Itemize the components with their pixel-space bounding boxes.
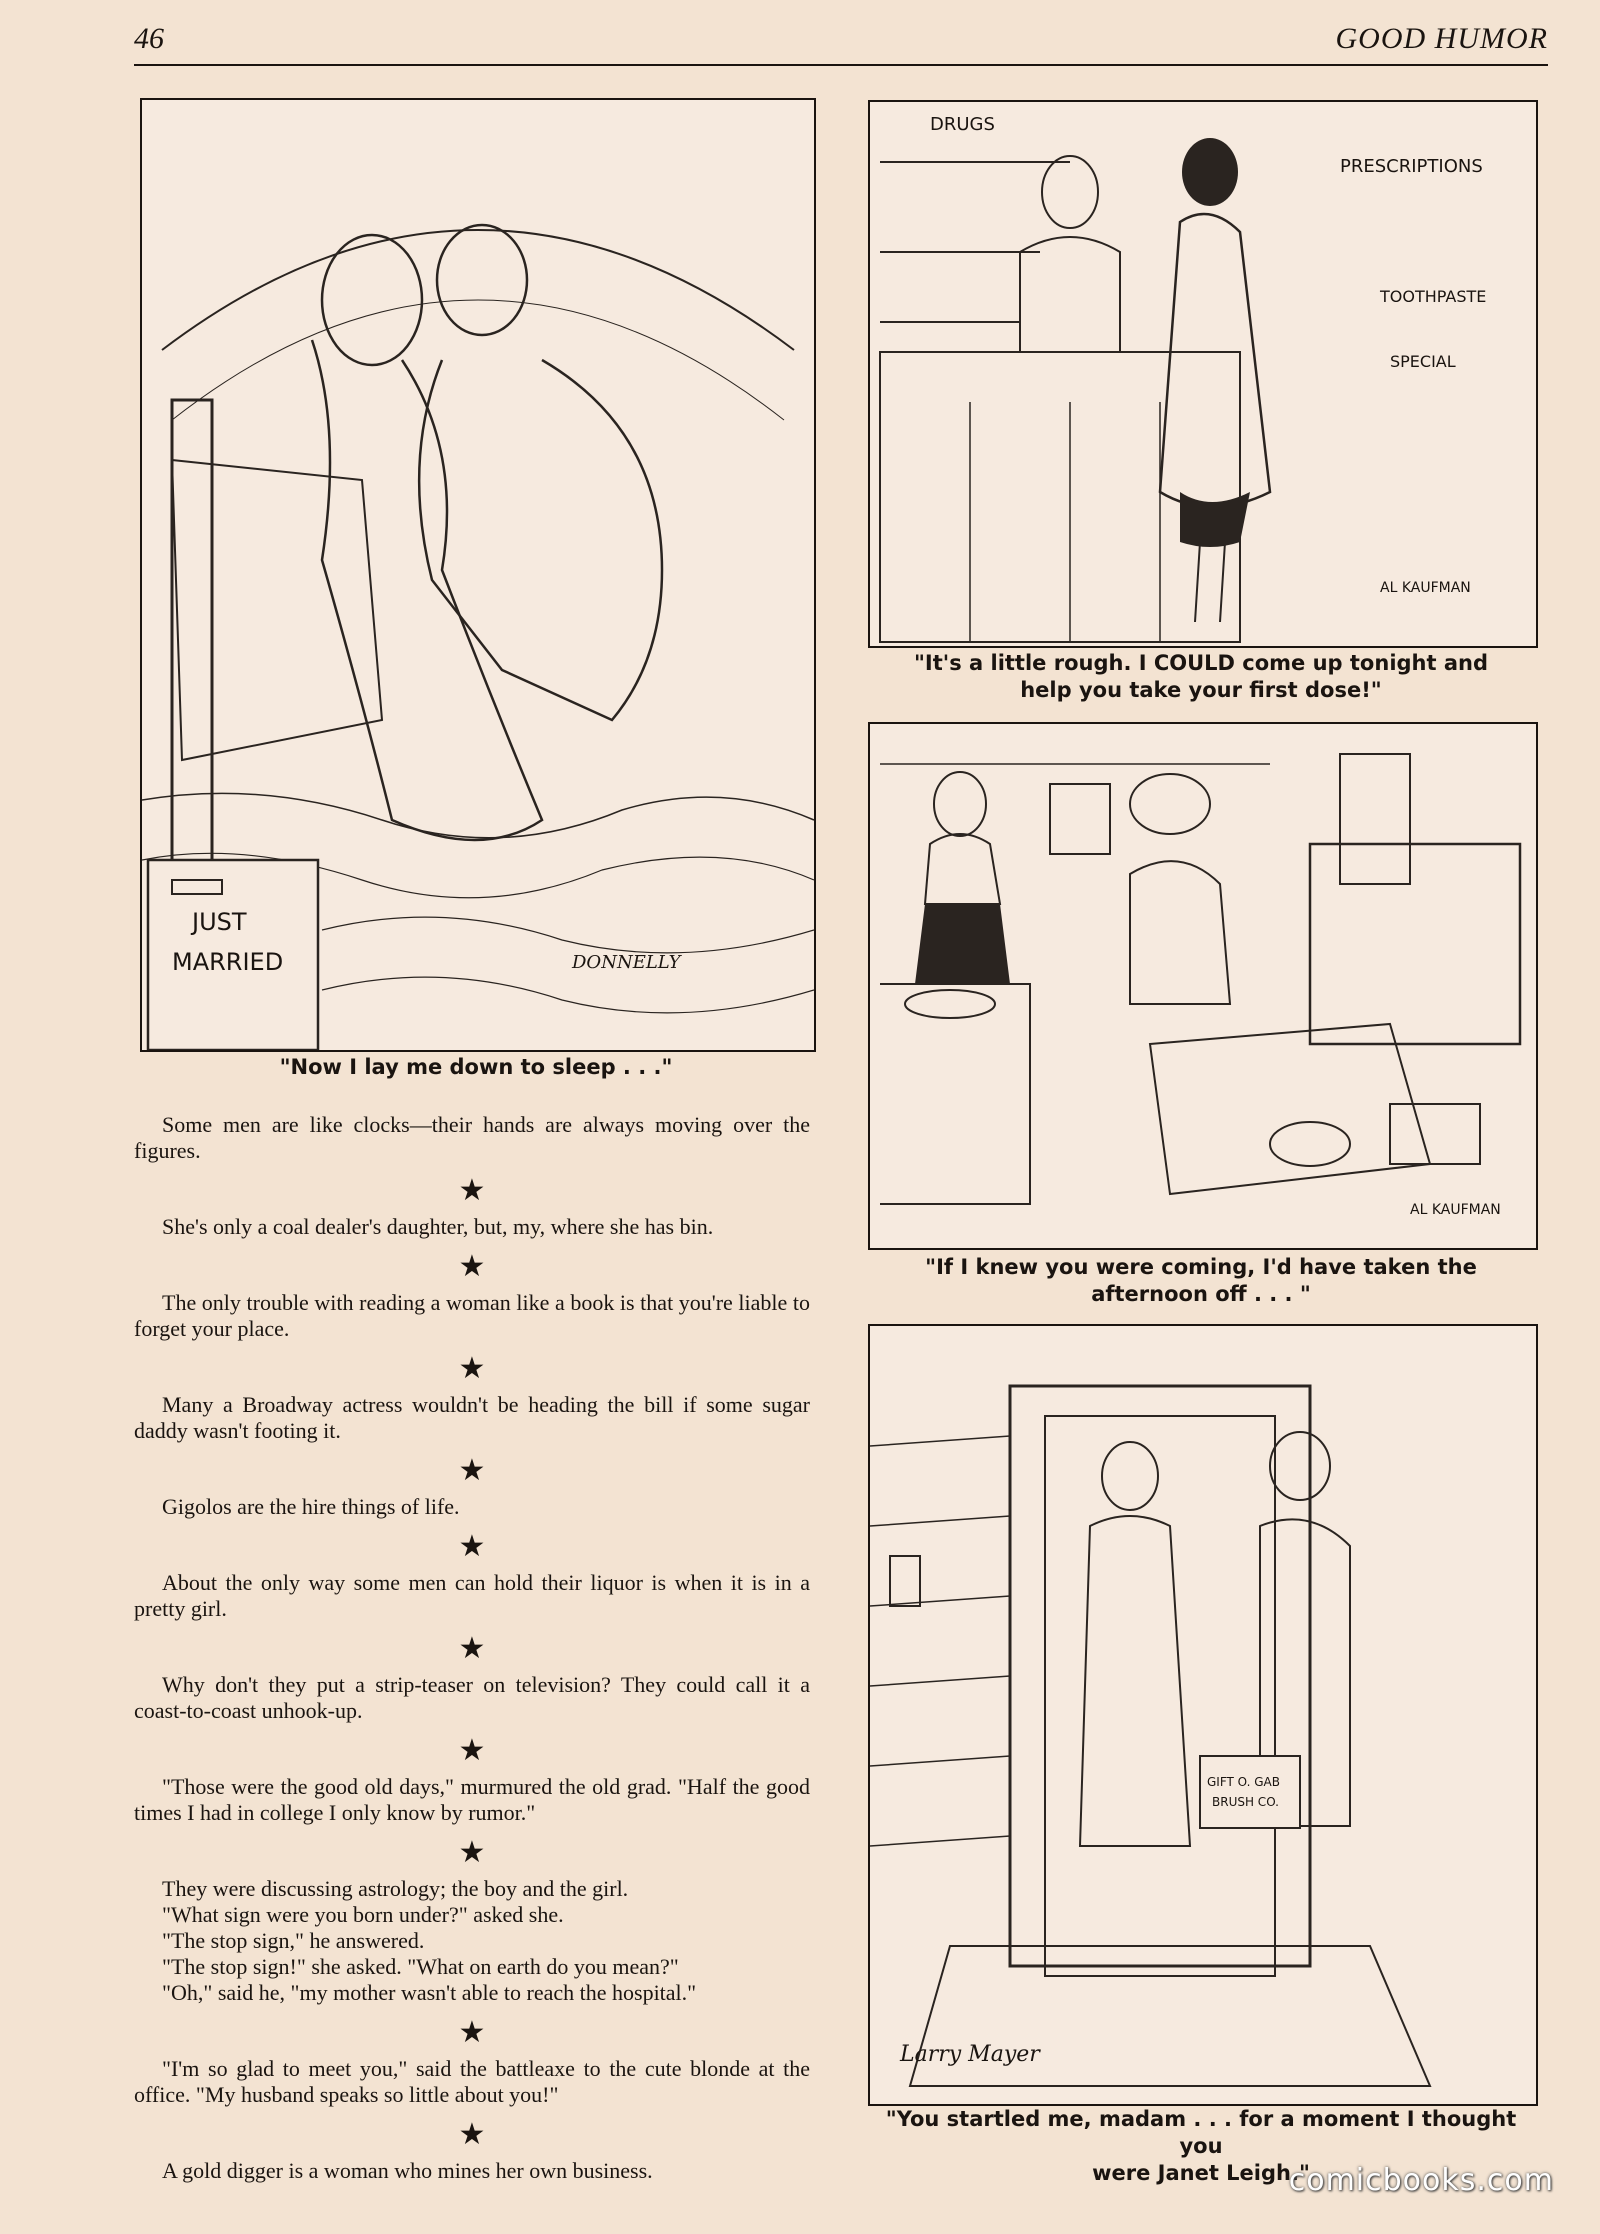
cartoon-panel-bedroom — [140, 98, 816, 1052]
astrology-joke — [134, 1876, 810, 2006]
bedroom-illustration — [142, 100, 814, 1050]
sign-prescriptions: PRESCRIPTIONS — [1340, 156, 1483, 177]
astrology-line: "What sign were you born under?" asked she. — [162, 1902, 564, 1927]
joke-text: About the only way some men can hold their liquor is when it is in a pretty girl. — [134, 1570, 810, 1621]
star-separator: ★ — [458, 1454, 486, 1487]
astrology-line: "The stop sign," he answered. — [162, 1928, 425, 1953]
suitcase-label-just: JUST — [192, 908, 247, 936]
star-separator: ★ — [458, 2016, 486, 2049]
artist-signature: Larry Mayer — [900, 2042, 1040, 2067]
star-separator: ★ — [458, 1836, 486, 1869]
caption-line-1: "If I knew you were coming, I'd have taken the — [925, 1255, 1477, 1279]
header-rule — [134, 64, 1548, 66]
caption-line-2: were Janet Leigh." — [1092, 2161, 1310, 2185]
joke-text: Many a Broadway actress wouldn't be heading the bill if some sugar daddy wasn't footing it. — [134, 1392, 810, 1443]
magazine-title: GOOD HUMOR — [1335, 22, 1548, 55]
artist-signature: DONNELLY — [572, 952, 681, 973]
joke-text: A gold digger is a woman who mines her own business. — [162, 2158, 653, 2183]
suitcase-label-married: MARRIED — [172, 948, 284, 976]
star-separator: ★ — [458, 1734, 486, 1767]
joke-text: "Those were the good old days," murmured the old grad. "Half the good times I had in college I only know by rumor." — [134, 1774, 810, 1825]
caption-line-2: help you take your first dose!" — [1020, 678, 1382, 702]
artist-signature: AL KAUFMAN — [1410, 1202, 1501, 1218]
astrology-line: They were discussing astrology; the boy and the girl. — [162, 1876, 629, 1901]
star-separator: ★ — [458, 1632, 486, 1665]
page-header — [134, 22, 1548, 62]
cartoon-panel-doorway — [868, 1324, 1538, 2106]
cartoon-caption-kitchen — [868, 1254, 1534, 1308]
case-label-line-2: BRUSH CO. — [1212, 1795, 1279, 1809]
artist-signature: AL KAUFMAN — [1380, 580, 1471, 596]
caption-line-1: "It's a little rough. I COULD come up tonight and — [913, 651, 1488, 675]
case-label-line-1: GIFT O. GAB — [1207, 1775, 1281, 1789]
astrology-line: "Oh," said he, "my mother wasn't able to reach the hospital." — [162, 1980, 697, 2005]
jokes-column — [134, 1112, 810, 2194]
star-separator: ★ — [458, 1352, 486, 1385]
kitchen-illustration — [870, 724, 1536, 1248]
cartoon-caption-bedroom: "Now I lay me down to sleep . . ." — [279, 1055, 673, 1079]
cartoon-panel-drugstore — [868, 100, 1538, 648]
star-separator: ★ — [458, 2118, 486, 2151]
joke-text: Why don't they put a strip-teaser on television? They could call it a coast-to-coast unhook-up. — [134, 1672, 810, 1723]
caption-line-1: "You startled me, madam . . . for a moment I thought you — [885, 2107, 1517, 2158]
astrology-line: "The stop sign!" she asked. "What on earth do you mean?" — [162, 1954, 679, 1979]
joke-text: "I'm so glad to meet you," said the battleaxe to the cute blonde at the office. "My husband speaks so little about you!" — [134, 2056, 810, 2107]
cartoon-caption-drugstore — [868, 650, 1534, 704]
caption-line-2: afternoon off . . . " — [1091, 1282, 1311, 1306]
cartoon-panel-kitchen — [868, 722, 1538, 1250]
doorway-illustration — [870, 1326, 1536, 2104]
sign-toothpaste: TOOTHPASTE — [1380, 287, 1487, 306]
star-separator: ★ — [458, 1530, 486, 1563]
joke-text: The only trouble with reading a woman like a book is that you're liable to forget your place. — [134, 1290, 810, 1341]
sign-drugs: DRUGS — [930, 114, 995, 135]
star-separator: ★ — [458, 1250, 486, 1283]
joke-text: Some men are like clocks—their hands are always moving over the figures. — [134, 1112, 810, 1163]
joke-text: She's only a coal dealer's daughter, but, my, where she has bin. — [162, 1214, 714, 1239]
page-number: 46 — [134, 22, 164, 55]
star-separator: ★ — [458, 1174, 486, 1207]
site-watermark: comicbooks.com — [1288, 2163, 1554, 2198]
sign-special: SPECIAL — [1390, 352, 1456, 371]
drugstore-illustration — [870, 102, 1536, 646]
joke-text: Gigolos are the hire things of life. — [162, 1494, 460, 1519]
